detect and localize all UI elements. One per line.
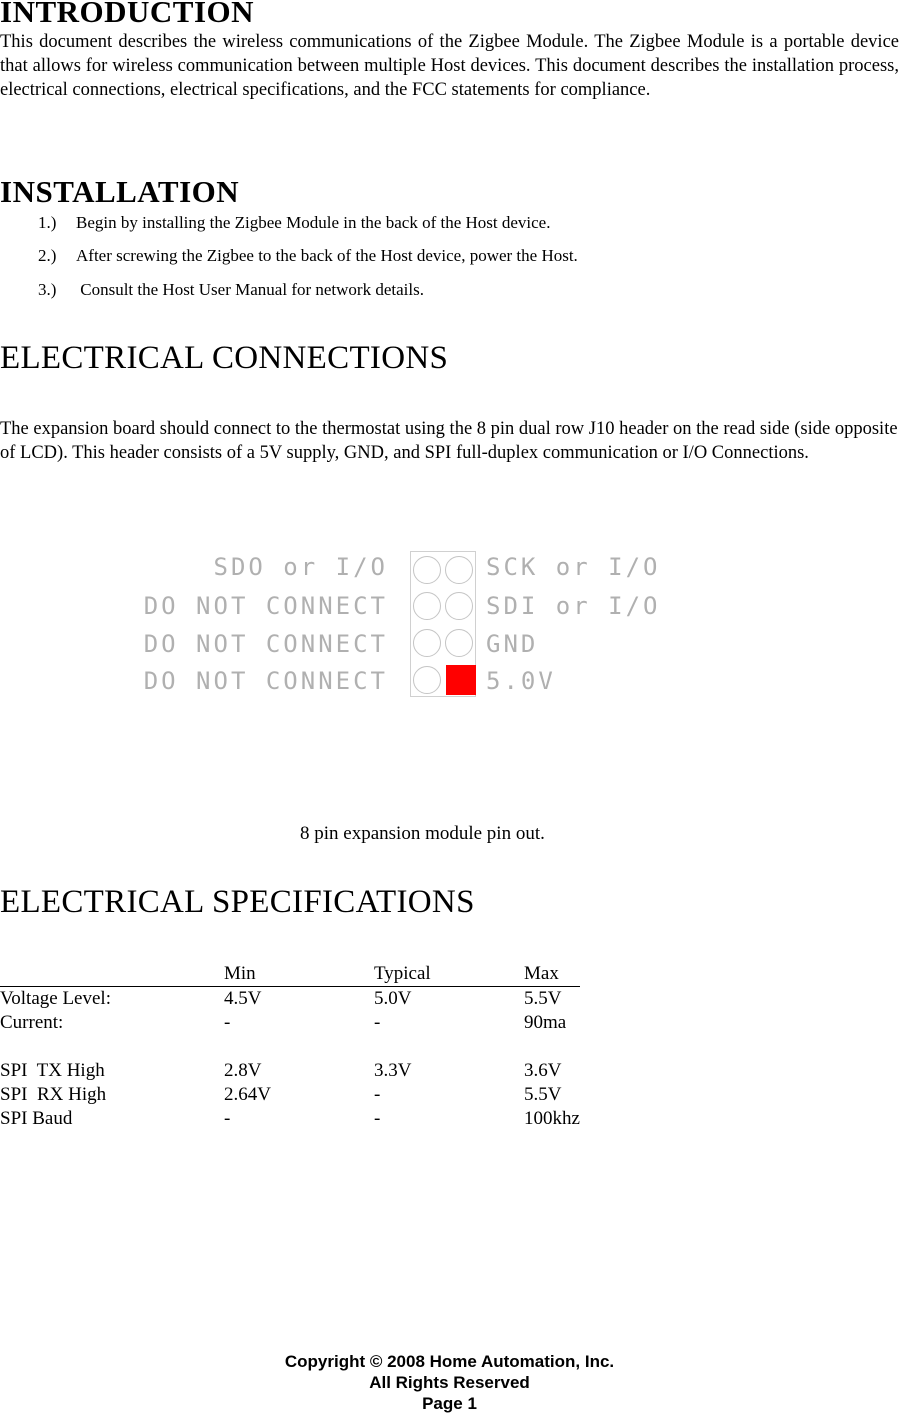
table-row [0, 1107, 580, 1131]
pin-circle [445, 592, 473, 620]
table-cell: 5.5V [524, 1084, 562, 1105]
pin-circle [413, 592, 441, 620]
pin-label-left-2: DO NOT CONNECT [143, 592, 388, 620]
table-cell: 5.0V [374, 988, 412, 1009]
step-text: After screwing the Zigbee to the back of the Host device, power the Host. [76, 246, 578, 265]
table-cell: Current: [0, 1012, 64, 1033]
step-number: 3.) [38, 280, 57, 299]
electrical-connections-heading: ELECTRICAL CONNECTIONS [0, 340, 449, 376]
installation-heading: INSTALLATION [0, 174, 240, 209]
column-header [0, 962, 224, 987]
page-footer [0, 1351, 899, 1414]
pin-label-left-1: SDO or I/O [213, 553, 388, 581]
table-row-spacer [0, 1035, 580, 1059]
header-connector [410, 551, 476, 697]
table-cell: 3.6V [524, 1060, 562, 1081]
table-cell: 90ma [524, 1012, 567, 1033]
electrical-specifications-heading: ELECTRICAL SPECIFICATIONS [0, 884, 475, 920]
introduction-paragraph: This document describes the wireless communications of the Zigbee Module. The Zigbee Module is a portable device that allows for wireless communication between multiple Host devices. This document describes the installation process, electrical connections, electrical specifications, and the FCC statements for compliance. [0, 32, 899, 100]
table-cell: SPI TX High [0, 1060, 105, 1081]
step-text: Consult the Host User Manual for network details. [76, 280, 424, 299]
table-cell: SPI Baud [0, 1108, 73, 1129]
installation-step-1 [38, 213, 550, 233]
pin-label-right-4: 5.0V [486, 667, 556, 695]
pinout-caption: 8 pin expansion module pin out. [300, 823, 545, 844]
table-cell: 100khz [524, 1108, 580, 1129]
rights-notice: All Rights Reserved [369, 1373, 530, 1392]
table-cell: - [224, 1012, 231, 1033]
introduction-heading: INTRODUCTION [0, 0, 255, 29]
pin-label-right-2: SDI or I/O [486, 592, 661, 620]
table-cell [224, 1035, 374, 1059]
pin-circle [445, 629, 473, 657]
table-cell: SPI RX High [0, 1084, 107, 1105]
pin1-square-marker [446, 665, 476, 695]
column-header: Min [224, 962, 374, 987]
table-cell [374, 1035, 524, 1059]
table-cell: - [374, 1012, 381, 1033]
pinout-diagram [143, 550, 661, 700]
pin-label-left-3: DO NOT CONNECT [143, 630, 388, 658]
table-row [0, 1083, 580, 1107]
table-cell: - [374, 1084, 381, 1105]
electrical-connections-paragraph: The expansion board should connect to the thermostat using the 8 pin dual row J10 header on the read side (side opposite of LCD). This header consists of a 5V supply, GND, and SPI full-duplex communication or I/O Connections. [0, 419, 898, 463]
pin-circle [413, 629, 441, 657]
pin-label-left-4: DO NOT CONNECT [143, 667, 388, 695]
table-cell: - [374, 1108, 381, 1129]
table-cell: 5.5V [524, 988, 562, 1009]
column-header: Typical [374, 962, 524, 987]
table-row [0, 1059, 580, 1083]
pin-circle [445, 556, 473, 584]
copyright-notice: Copyright © 2008 Home Automation, Inc. [284, 1352, 615, 1371]
table-cell: 4.5V [224, 988, 262, 1009]
table-row [0, 987, 580, 1012]
table-cell: - [224, 1108, 231, 1129]
step-text: Begin by installing the Zigbee Module in the back of the Host device. [76, 213, 551, 232]
table-header-row [0, 962, 580, 987]
specifications-table [0, 962, 580, 1131]
table-cell [0, 1035, 224, 1059]
table-row [0, 1011, 580, 1035]
pin-label-right-3: GND [486, 630, 539, 658]
pin-label-right-1: SCK or I/O [486, 553, 661, 581]
installation-step-2 [38, 246, 578, 266]
table-cell: 2.64V [224, 1084, 271, 1105]
step-number: 1.) [38, 213, 57, 232]
pin-circle [413, 666, 441, 694]
table-cell [524, 1035, 580, 1059]
table-cell: 3.3V [374, 1060, 412, 1081]
table-cell: 2.8V [224, 1060, 262, 1081]
table-cell: Voltage Level: [0, 988, 111, 1009]
pin-circle [413, 556, 441, 584]
step-number: 2.) [38, 246, 57, 265]
column-header: Max [524, 962, 580, 987]
installation-step-3 [38, 280, 424, 300]
page-number: Page 1 [422, 1394, 477, 1413]
